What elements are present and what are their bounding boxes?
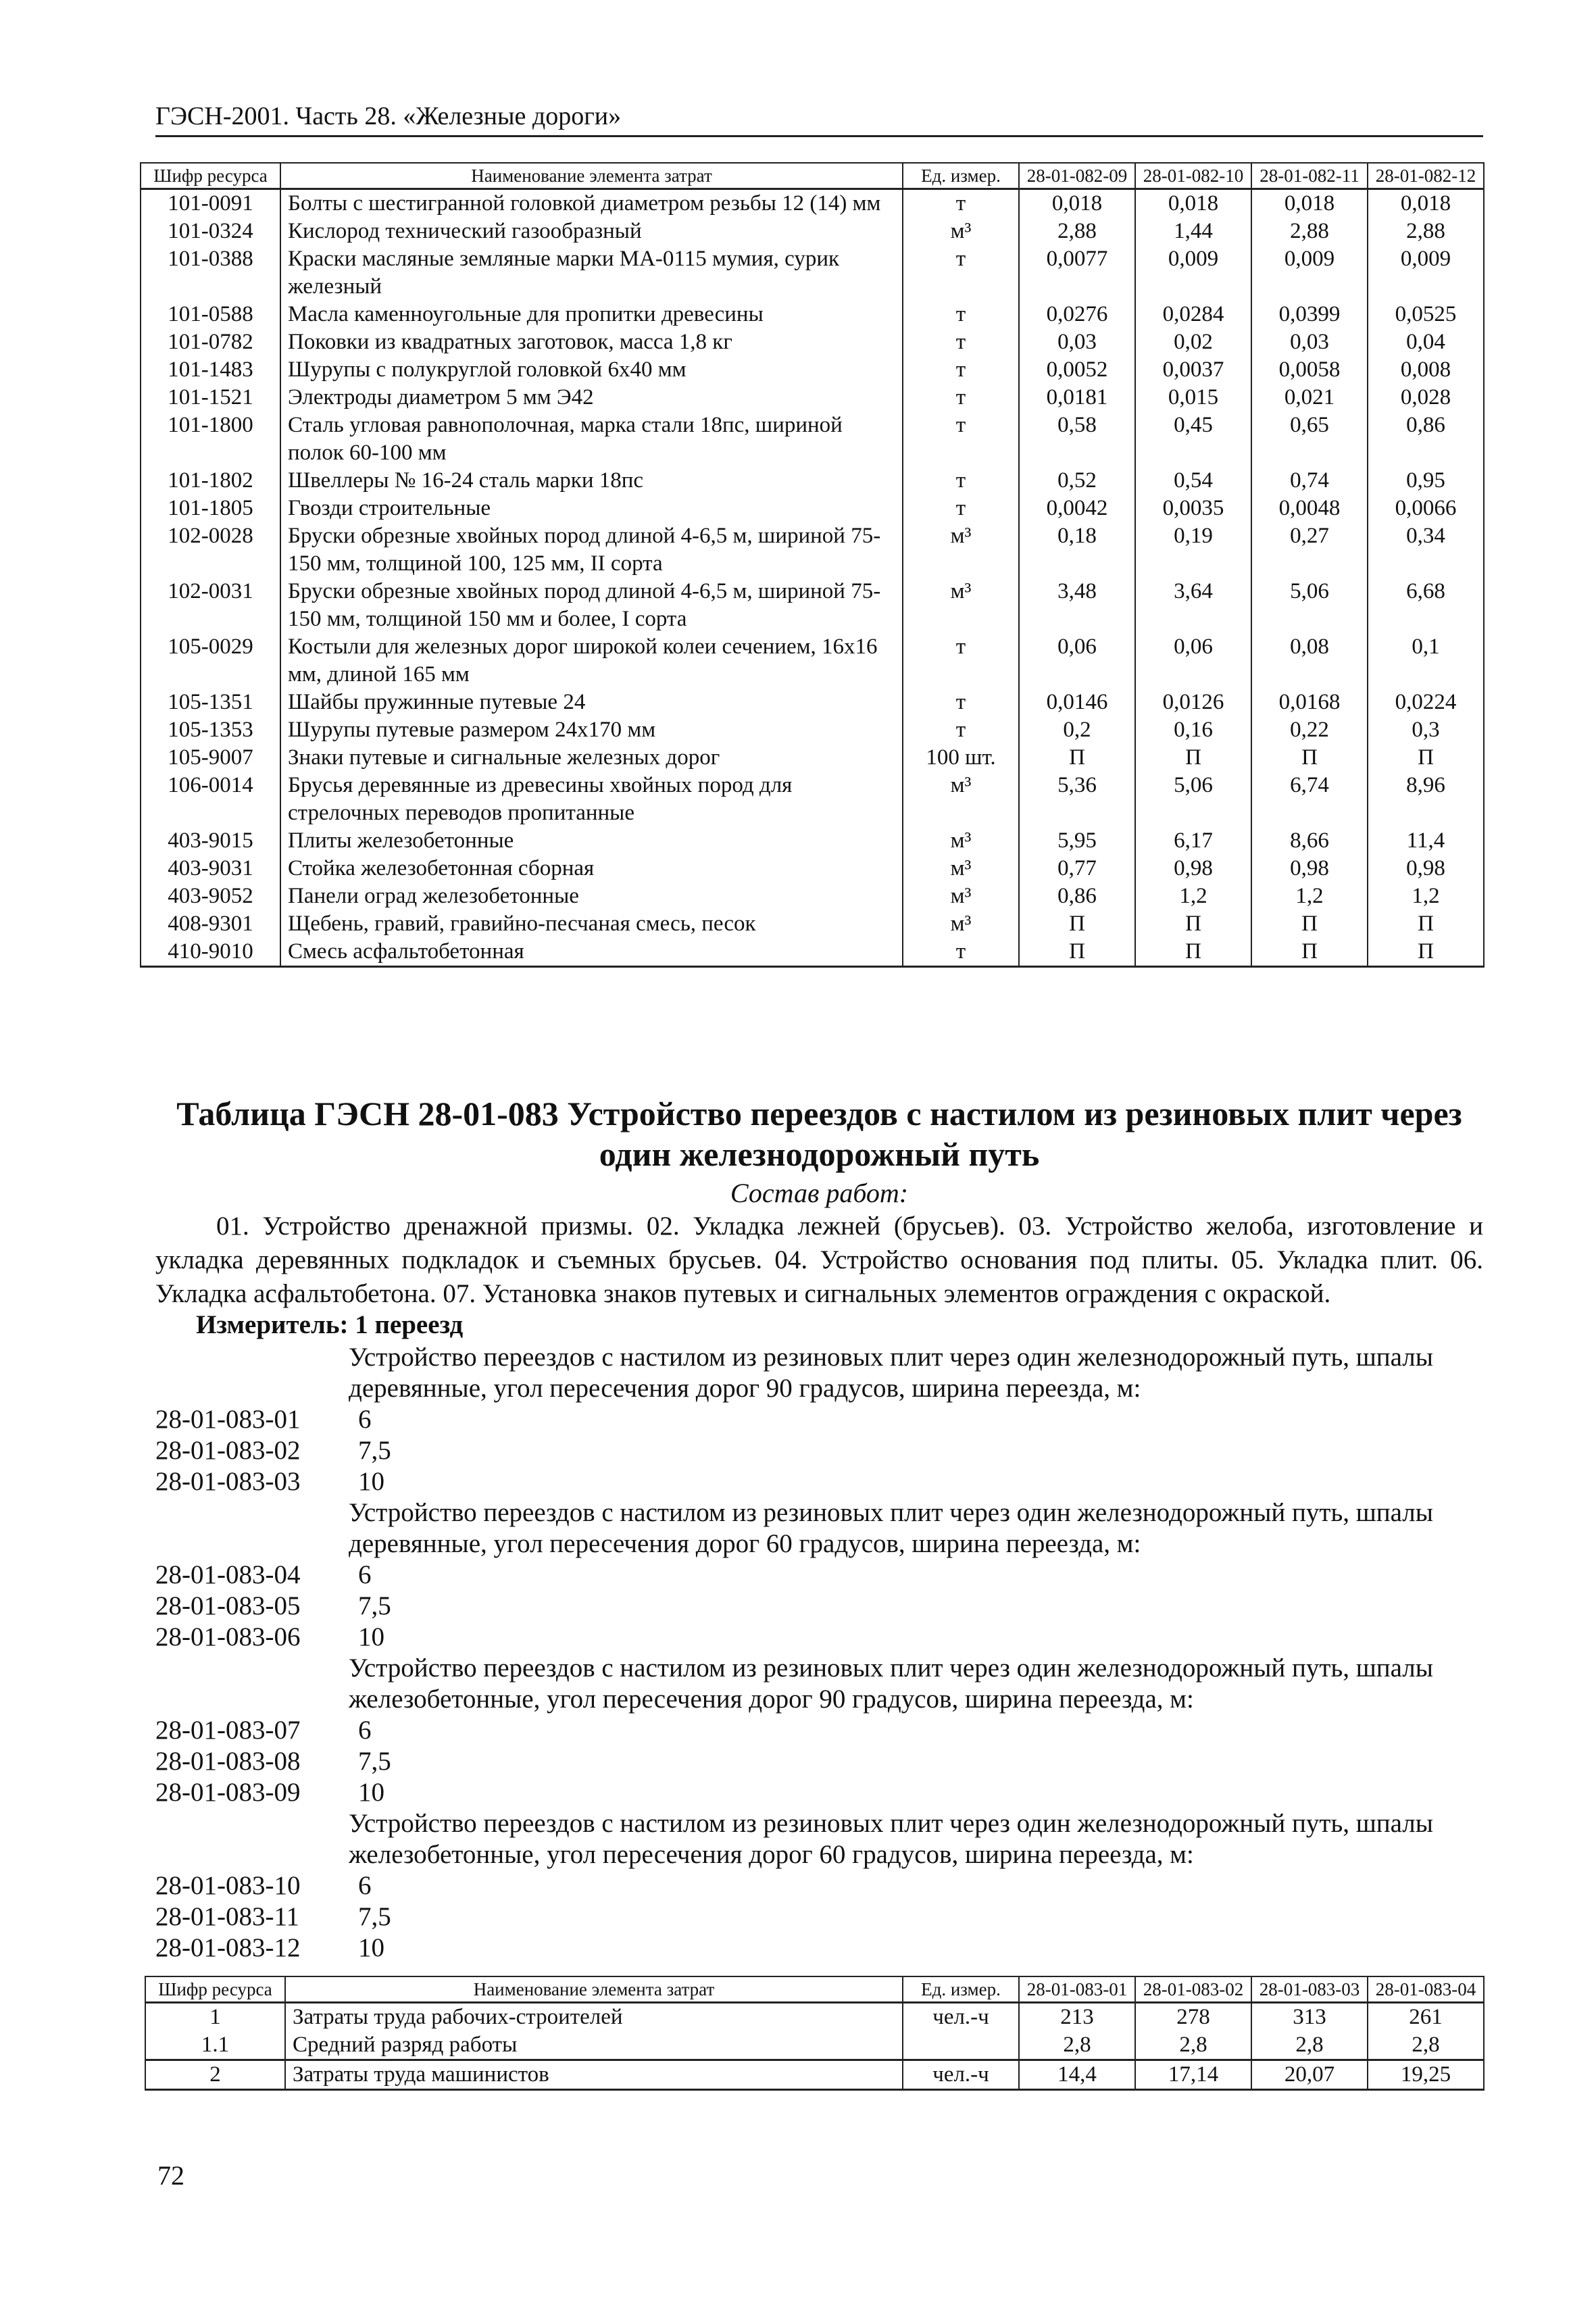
cell-value: 2,8 bbox=[1368, 2031, 1484, 2060]
cell-code: 101-1483 bbox=[141, 356, 280, 384]
cell-name: Знаки путевые и сигнальные железных дорог bbox=[280, 744, 903, 772]
cell-code: 101-1805 bbox=[141, 495, 280, 522]
cell-value: 0,19 bbox=[1135, 522, 1251, 578]
cell-name: Бруски обрезные хвойных пород длиной 4-6,5 м, шириной 75-150 мм, толщиной 150 мм и более, I сорта bbox=[280, 578, 903, 633]
cell-value: 213 bbox=[1019, 2003, 1135, 2032]
cell-code: 408-9301 bbox=[141, 910, 280, 938]
cell-value: 0,77 bbox=[1019, 855, 1135, 882]
list-item bbox=[155, 1901, 1483, 1933]
cell-value: 0,03 bbox=[1019, 328, 1135, 356]
variant-code: 28-01-083-08 bbox=[155, 1747, 301, 1776]
table-row bbox=[141, 772, 1484, 827]
cell-name: Брусья деревянные из древесины хвойных пород для стрелочных переводов пропитанные bbox=[280, 772, 903, 827]
cell-unit: м³ bbox=[903, 522, 1019, 578]
cell-value: 1,2 bbox=[1251, 882, 1368, 910]
cell-code: 101-1802 bbox=[141, 467, 280, 495]
cell-value: 0,95 bbox=[1368, 467, 1484, 495]
variant-code: 28-01-083-02 bbox=[155, 1436, 301, 1465]
cell-unit: м³ bbox=[903, 882, 1019, 910]
cell-value: 0,98 bbox=[1368, 855, 1484, 882]
cell-value: 0,04 bbox=[1368, 328, 1484, 356]
table-row bbox=[145, 2031, 1484, 2060]
header-col-1: 28-01-082-09 bbox=[1019, 163, 1135, 189]
cell-value: 5,06 bbox=[1251, 578, 1368, 633]
cell-unit: т bbox=[903, 716, 1019, 744]
table-row bbox=[145, 2060, 1484, 2090]
cell-code: 403-9031 bbox=[141, 855, 280, 882]
header-unit: Ед. измер. bbox=[903, 1976, 1019, 2003]
cell-name: Бруски обрезные хвойных пород длиной 4-6,5 м, шириной 75-150 мм, толщиной 100, 125 мм, II сорта bbox=[280, 522, 903, 578]
section-title: Таблица ГЭСН 28-01-083 Устройство переездов с настилом из резиновых плит через один железнодорожный путь bbox=[176, 1095, 1462, 1173]
cell-code: 101-1800 bbox=[141, 412, 280, 467]
cell-name: Гвозди строительные bbox=[280, 495, 903, 522]
cell-value: 0,018 bbox=[1019, 189, 1135, 218]
cell-unit: м³ bbox=[903, 772, 1019, 827]
list-item bbox=[155, 1870, 1483, 1901]
variant-code: 28-01-083-12 bbox=[155, 1933, 301, 1962]
cell-unit: т bbox=[903, 328, 1019, 356]
cell-value: 8,96 bbox=[1368, 772, 1484, 827]
cell-code: 102-0031 bbox=[141, 578, 280, 633]
cell-code: 105-0029 bbox=[141, 633, 280, 689]
cell-unit: т bbox=[903, 633, 1019, 689]
cell-name: Шурупы с полукруглой головкой 6x40 мм bbox=[280, 356, 903, 384]
variant-code: 28-01-083-01 bbox=[155, 1405, 301, 1434]
cell-value: 0,0525 bbox=[1368, 301, 1484, 328]
cell-value: 0,2 bbox=[1019, 716, 1135, 744]
variant-value: 7,5 bbox=[358, 1436, 391, 1465]
list-item bbox=[155, 1466, 1483, 1497]
table-row bbox=[141, 384, 1484, 412]
cell-value: 6,68 bbox=[1368, 578, 1484, 633]
variant-code: 28-01-083-05 bbox=[155, 1591, 301, 1620]
cell-value: 0,0168 bbox=[1251, 689, 1368, 716]
variant-value: 7,5 bbox=[358, 1902, 391, 1931]
cell-code: 102-0028 bbox=[141, 522, 280, 578]
cell-value: 3,48 bbox=[1019, 578, 1135, 633]
table-row bbox=[141, 744, 1484, 772]
cell-value: 1,2 bbox=[1135, 882, 1251, 910]
cell-unit: т bbox=[903, 356, 1019, 384]
table-row bbox=[141, 938, 1484, 967]
variant-value: 10 bbox=[358, 1467, 384, 1496]
cell-value: 3,64 bbox=[1135, 578, 1251, 633]
variant-value: 10 bbox=[358, 1622, 384, 1651]
cell-value: П bbox=[1019, 910, 1135, 938]
table-row bbox=[141, 189, 1484, 218]
cell-value: 0,06 bbox=[1135, 633, 1251, 689]
cell-value: 17,14 bbox=[1135, 2060, 1251, 2090]
cell-value: 0,54 bbox=[1135, 467, 1251, 495]
cell-value: 0,0399 bbox=[1251, 301, 1368, 328]
cell-value: 0,98 bbox=[1135, 855, 1251, 882]
cell-name: Смесь асфальтобетонная bbox=[280, 938, 903, 967]
table-row bbox=[141, 689, 1484, 716]
cell-value: П bbox=[1135, 938, 1251, 967]
meter-label: Измеритель: 1 переезд bbox=[196, 1310, 464, 1339]
header-code: Шифр ресурса bbox=[141, 163, 280, 189]
cell-name: Шайбы пружинные путевые 24 bbox=[280, 689, 903, 716]
variant-description: Устройство переездов с настилом из резиновых плит через один железнодорожный путь, шпалы деревянные, угол пересечения дорог 90 градусов, ширина переезда, м: bbox=[349, 1343, 1433, 1403]
cell-unit: 100 шт. bbox=[903, 744, 1019, 772]
header-col-3: 28-01-082-11 bbox=[1251, 163, 1368, 189]
cell-value: П bbox=[1135, 744, 1251, 772]
table-row bbox=[141, 716, 1484, 744]
variant-code: 28-01-083-11 bbox=[155, 1902, 300, 1931]
table-row bbox=[141, 855, 1484, 882]
cell-name: Поковки из квадратных заготовок, масса 1,8 кг bbox=[280, 328, 903, 356]
cell-value: 1,2 bbox=[1368, 882, 1484, 910]
cell-value: 19,25 bbox=[1368, 2060, 1484, 2090]
cell-value: 0,16 bbox=[1135, 716, 1251, 744]
cell-value: 0,0284 bbox=[1135, 301, 1251, 328]
table-row bbox=[141, 910, 1484, 938]
cell-value: 2,88 bbox=[1368, 218, 1484, 245]
cell-value: 0,52 bbox=[1019, 467, 1135, 495]
header-col-4: 28-01-083-04 bbox=[1368, 1976, 1484, 2003]
cell-value: 2,8 bbox=[1019, 2031, 1135, 2060]
cell-value: 5,06 bbox=[1135, 772, 1251, 827]
cell-value: 261 bbox=[1368, 2003, 1484, 2032]
cell-value: 11,4 bbox=[1368, 827, 1484, 855]
cell-value: 0,0048 bbox=[1251, 495, 1368, 522]
cell-value: 0,98 bbox=[1251, 855, 1368, 882]
cell-value: 0,02 bbox=[1135, 328, 1251, 356]
variant-code: 28-01-083-09 bbox=[155, 1778, 301, 1807]
table-row bbox=[141, 633, 1484, 689]
cell-code: 101-0388 bbox=[141, 245, 280, 301]
cell-value: 0,22 bbox=[1251, 716, 1368, 744]
table-row bbox=[141, 245, 1484, 301]
cell-name: Масла каменноугольные для пропитки древесины bbox=[280, 301, 903, 328]
cell-unit: т bbox=[903, 495, 1019, 522]
cell-value: 0,0126 bbox=[1135, 689, 1251, 716]
cell-value: 0,0042 bbox=[1019, 495, 1135, 522]
header-col-2: 28-01-082-10 bbox=[1135, 163, 1251, 189]
cell-value: 0,74 bbox=[1251, 467, 1368, 495]
cell-code: 106-0014 bbox=[141, 772, 280, 827]
cell-unit: м³ bbox=[903, 578, 1019, 633]
list-item bbox=[155, 1933, 1483, 1964]
cell-unit: т bbox=[903, 301, 1019, 328]
cell-name: Щебень, гравий, гравийно-песчаная смесь, песок bbox=[280, 910, 903, 938]
header-unit: Ед. измер. bbox=[903, 163, 1019, 189]
cell-code: 1.1 bbox=[145, 2031, 285, 2060]
cell-value: 2,8 bbox=[1251, 2031, 1368, 2060]
cell-code: 403-9052 bbox=[141, 882, 280, 910]
cell-value: 0,0052 bbox=[1019, 356, 1135, 384]
cell-value: 0,018 bbox=[1251, 189, 1368, 218]
cell-value: 0,009 bbox=[1251, 245, 1368, 301]
cell-value: П bbox=[1251, 938, 1368, 967]
cell-value: 0,0224 bbox=[1368, 689, 1484, 716]
cell-name: Швеллеры № 16-24 сталь марки 18пс bbox=[280, 467, 903, 495]
cell-code: 2 bbox=[145, 2060, 285, 2090]
cell-value: 1,44 bbox=[1135, 218, 1251, 245]
cell-unit: т bbox=[903, 245, 1019, 301]
list-item bbox=[155, 1715, 1483, 1746]
running-header: ГЭСН-2001. Часть 28. «Железные дороги» bbox=[155, 101, 1483, 137]
cell-value: 0,0276 bbox=[1019, 301, 1135, 328]
cell-code: 1 bbox=[145, 2003, 285, 2032]
cell-code: 410-9010 bbox=[141, 938, 280, 967]
cell-value: 0,08 bbox=[1251, 633, 1368, 689]
cell-value: 0,021 bbox=[1251, 384, 1368, 412]
cell-value: 0,34 bbox=[1368, 522, 1484, 578]
cell-unit: т bbox=[903, 467, 1019, 495]
cell-code: 101-1521 bbox=[141, 384, 280, 412]
header-col-1: 28-01-083-01 bbox=[1019, 1976, 1135, 2003]
table-row bbox=[141, 467, 1484, 495]
table-row bbox=[141, 356, 1484, 384]
list-item bbox=[155, 1560, 1483, 1591]
cell-name: Стойка железобетонная сборная bbox=[280, 855, 903, 882]
cell-value: 0,009 bbox=[1368, 245, 1484, 301]
variant-value: 7,5 bbox=[358, 1747, 391, 1776]
cell-name: Краски масляные земляные марки МА-0115 мумия, сурик железный bbox=[280, 245, 903, 301]
cell-value: 14,4 bbox=[1019, 2060, 1135, 2090]
cell-name: Сталь угловая равнополочная, марка стали 18пс, шириной полок 60-100 мм bbox=[280, 412, 903, 467]
table-row bbox=[141, 882, 1484, 910]
variant-description: Устройство переездов с настилом из резиновых плит через один железнодорожный путь, шпалы железобетонные, угол пересечения дорог 60 градусов, ширина переезда, м: bbox=[349, 1809, 1433, 1869]
cell-value: 0,0037 bbox=[1135, 356, 1251, 384]
resource-table-083 bbox=[145, 1976, 1485, 2091]
cell-code: 101-0091 bbox=[141, 189, 280, 218]
work-composition-text: 01. Устройство дренажной призмы. 02. Укладка лежней (брусьев). 03. Устройство желоба, изготовление и укладка деревянных подкладок и съемных брусьев. 04. Устройство основания под плиты. 05. Укладка плит. 06. Укладка асфальтобетона. 07. Установка знаков путевых и сигнальных элементов ограждения с окраской. bbox=[155, 1212, 1483, 1308]
cell-value: 0,18 bbox=[1019, 522, 1135, 578]
cell-value: 8,66 bbox=[1251, 827, 1368, 855]
cell-code: 101-0782 bbox=[141, 328, 280, 356]
cell-value: П bbox=[1368, 910, 1484, 938]
cell-name: Средний разряд работы bbox=[285, 2031, 903, 2060]
list-item bbox=[155, 1777, 1483, 1808]
cell-unit: т bbox=[903, 189, 1019, 218]
cell-value: 0,015 bbox=[1135, 384, 1251, 412]
table-row bbox=[141, 495, 1484, 522]
list-item bbox=[155, 1591, 1483, 1622]
cell-name: Электроды диаметром 5 мм Э42 bbox=[280, 384, 903, 412]
cell-code: 403-9015 bbox=[141, 827, 280, 855]
cell-name: Затраты труда рабочих-строителей bbox=[285, 2003, 903, 2032]
table-header-row bbox=[145, 1976, 1484, 2003]
cell-code: 105-1351 bbox=[141, 689, 280, 716]
cell-value: 2,8 bbox=[1135, 2031, 1251, 2060]
cell-value: 0,008 bbox=[1368, 356, 1484, 384]
cell-value: 6,74 bbox=[1251, 772, 1368, 827]
cell-value: П bbox=[1251, 744, 1368, 772]
header-col-3: 28-01-083-03 bbox=[1251, 1976, 1368, 2003]
cell-value: 0,3 bbox=[1368, 716, 1484, 744]
cell-unit: т bbox=[903, 689, 1019, 716]
cell-value: 0,03 bbox=[1251, 328, 1368, 356]
cell-value: П bbox=[1368, 744, 1484, 772]
cell-code: 105-1353 bbox=[141, 716, 280, 744]
cell-value: 0,45 bbox=[1135, 412, 1251, 467]
variant-description: Устройство переездов с настилом из резиновых плит через один железнодорожный путь, шпалы деревянные, угол пересечения дорог 60 градусов, ширина переезда, м: bbox=[349, 1498, 1433, 1558]
variant-code: 28-01-083-10 bbox=[155, 1871, 301, 1900]
variant-value: 6 bbox=[358, 1560, 372, 1589]
cell-unit: м³ bbox=[903, 218, 1019, 245]
header-name: Наименование элемента затрат bbox=[280, 163, 903, 189]
variant-description: Устройство переездов с настилом из резиновых плит через один железнодорожный путь, шпалы железобетонные, угол пересечения дорог 90 градусов, ширина переезда, м: bbox=[349, 1653, 1433, 1714]
cell-unit bbox=[903, 2031, 1019, 2060]
cell-value: 0,0035 bbox=[1135, 495, 1251, 522]
variant-value: 10 bbox=[358, 1933, 384, 1962]
cell-value: 0,1 bbox=[1368, 633, 1484, 689]
cell-value: 0,0077 bbox=[1019, 245, 1135, 301]
table-row bbox=[141, 522, 1484, 578]
table-row bbox=[141, 578, 1484, 633]
page-number: 72 bbox=[157, 2160, 184, 2191]
cell-code: 101-0324 bbox=[141, 218, 280, 245]
cell-value: 0,028 bbox=[1368, 384, 1484, 412]
cell-unit: т bbox=[903, 384, 1019, 412]
cell-name: Болты с шестигранной головкой диаметром резьбы 12 (14) мм bbox=[280, 189, 903, 218]
cell-value: 0,86 bbox=[1368, 412, 1484, 467]
cell-unit: м³ bbox=[903, 827, 1019, 855]
list-item bbox=[155, 1622, 1483, 1653]
cell-value: П bbox=[1368, 938, 1484, 967]
cell-code: 105-9007 bbox=[141, 744, 280, 772]
cell-code: 101-0588 bbox=[141, 301, 280, 328]
cell-value: 0,018 bbox=[1368, 189, 1484, 218]
cell-value: 5,95 bbox=[1019, 827, 1135, 855]
cell-value: П bbox=[1135, 910, 1251, 938]
variant-list bbox=[155, 1342, 1483, 1964]
cell-value: 313 bbox=[1251, 2003, 1368, 2032]
cell-value: 0,06 bbox=[1019, 633, 1135, 689]
variant-value: 6 bbox=[358, 1716, 372, 1745]
table-row bbox=[141, 412, 1484, 467]
cell-value: 0,58 bbox=[1019, 412, 1135, 467]
variant-value: 10 bbox=[358, 1778, 384, 1807]
cell-name: Панели оград железобетонные bbox=[280, 882, 903, 910]
variant-code: 28-01-083-06 bbox=[155, 1622, 301, 1651]
resource-table-082 bbox=[140, 162, 1485, 968]
variant-code: 28-01-083-04 bbox=[155, 1560, 301, 1589]
cell-value: 0,65 bbox=[1251, 412, 1368, 467]
cell-value: 0,27 bbox=[1251, 522, 1368, 578]
table-row bbox=[145, 2003, 1484, 2032]
cell-name: Затраты труда машинистов bbox=[285, 2060, 903, 2090]
cell-value: 20,07 bbox=[1251, 2060, 1368, 2090]
cell-unit: м³ bbox=[903, 855, 1019, 882]
cell-name: Шурупы путевые размером 24x170 мм bbox=[280, 716, 903, 744]
list-item bbox=[155, 1746, 1483, 1777]
cell-value: 0,0066 bbox=[1368, 495, 1484, 522]
cell-value: 5,36 bbox=[1019, 772, 1135, 827]
table-row bbox=[141, 301, 1484, 328]
cell-value: 0,018 bbox=[1135, 189, 1251, 218]
variant-value: 6 bbox=[358, 1405, 372, 1434]
cell-value: 0,0146 bbox=[1019, 689, 1135, 716]
work-composition-label: Состав работ: bbox=[730, 1178, 909, 1208]
cell-value: 0,86 bbox=[1019, 882, 1135, 910]
table-row bbox=[141, 328, 1484, 356]
variant-code: 28-01-083-07 bbox=[155, 1716, 301, 1745]
variant-value: 7,5 bbox=[358, 1591, 391, 1620]
cell-name: Плиты железобетонные bbox=[280, 827, 903, 855]
cell-unit: м³ bbox=[903, 910, 1019, 938]
cell-value: 0,009 bbox=[1135, 245, 1251, 301]
cell-unit: чел.-ч bbox=[903, 2060, 1019, 2090]
table-row bbox=[141, 827, 1484, 855]
header-col-2: 28-01-083-02 bbox=[1135, 1976, 1251, 2003]
cell-name: Кислород технический газообразный bbox=[280, 218, 903, 245]
header-name: Наименование элемента затрат bbox=[285, 1976, 903, 2003]
cell-name: Костыли для железных дорог широкой колеи сечением, 16x16 мм, длиной 165 мм bbox=[280, 633, 903, 689]
variant-code: 28-01-083-03 bbox=[155, 1467, 301, 1496]
header-col-4: 28-01-082-12 bbox=[1368, 163, 1484, 189]
table-header-row bbox=[141, 163, 1484, 189]
cell-value: 0,0058 bbox=[1251, 356, 1368, 384]
table-row bbox=[141, 218, 1484, 245]
cell-value: 0,0181 bbox=[1019, 384, 1135, 412]
cell-value: 278 bbox=[1135, 2003, 1251, 2032]
variant-value: 6 bbox=[358, 1871, 372, 1900]
list-item bbox=[155, 1404, 1483, 1435]
cell-value: 2,88 bbox=[1019, 218, 1135, 245]
cell-value: П bbox=[1251, 910, 1368, 938]
header-code: Шифр ресурса bbox=[145, 1976, 285, 2003]
cell-value: П bbox=[1019, 938, 1135, 967]
list-item bbox=[155, 1435, 1483, 1466]
cell-unit: т bbox=[903, 938, 1019, 967]
cell-unit: чел.-ч bbox=[903, 2003, 1019, 2032]
cell-unit: т bbox=[903, 412, 1019, 467]
cell-value: 6,17 bbox=[1135, 827, 1251, 855]
cell-value: П bbox=[1019, 744, 1135, 772]
cell-value: 2,88 bbox=[1251, 218, 1368, 245]
